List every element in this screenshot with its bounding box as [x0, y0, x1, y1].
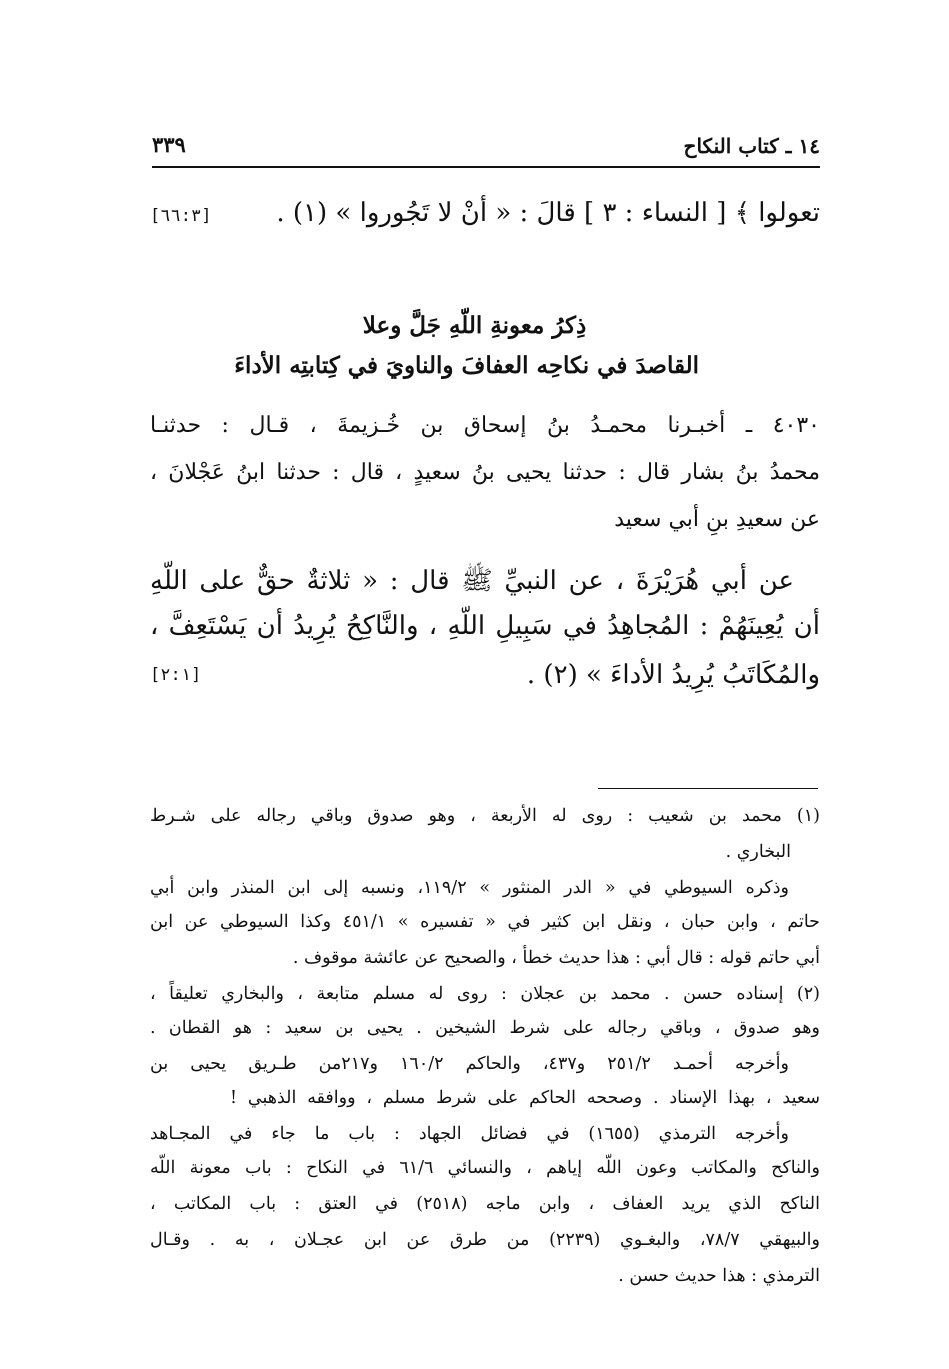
chapter-heading-line-2: القاصدَ في نكاحِه العفافَ والناويَ في كِتابتِه الأداءَ	[234, 352, 699, 379]
footnote-line: البخاري .	[725, 842, 791, 862]
chapter-heading-line-1: ذِكرُ معونةِ اللّهِ جَلَّ وعلا	[362, 312, 587, 339]
footnote-line: الترمذي : هذا حديث حسن .	[618, 1266, 820, 1286]
isnad-line-2: محمدُ بنُ بشار قال : حدثنا يحيى بنُ سعيدٍ ، قال : حدثنا ابنُ عَجْلانَ ،	[150, 460, 820, 485]
footnote-line: وأخرجه أحمـد ٢٥١/٢ و٤٣٧، والحاكم ١٦٠/٢ و٢١٧من طـريق يحيى بن	[150, 1054, 789, 1074]
chapter-title: ١٤ ـ كتاب النكاح	[683, 134, 820, 158]
footnote-line: (٢) إسناده حسن . محمد بن عجلان : روى له مسلم متابعة ، والبخاري تعليقاً ،	[150, 984, 820, 1004]
isnad-line-1: ٤٠٣٠ ـ أخبـرنا محمـدُ بنُ إسحاق بن خُـزيمةَ ، قـال : حدثنـا	[150, 413, 820, 438]
verse-continuation-line: تعولوا ﴾ [ النساء : ٣ ] قالَ : « أنْ لا تَجُوروا » (١) .	[276, 198, 820, 228]
footnote-line: والبيهقي ٧٨/٧، والبغـوي (٢٢٣٩) من طرق عن ابن عجـلان ، به . وقـال	[150, 1230, 820, 1250]
footnote-separator	[598, 788, 818, 789]
isnad-line-3: عن سعيدِ بنِ أبي سعيد	[614, 507, 820, 532]
page-number: ٣٣٩	[152, 132, 186, 157]
footnote-line: (١) محمد بن شعيب : روى له الأربعة ، وهو صدوق وباقي رجاله على شـرط	[150, 806, 820, 826]
footnote-line: والناكح والمكاتب وعون اللّه إياهم ، والنسائي ٦١/٦ في النكاح : باب معونة اللّه	[150, 1158, 820, 1178]
footnote-line: حاتم ، وابن حبان ، ونقل ابن كثير في « تفسيره » ٤٥١/١ وكذا السيوطي عن ابن	[150, 912, 820, 932]
top-reference: [٦٦:٣]	[150, 206, 212, 226]
footnote-line: سعيد ، بهذا الإسناد . وصححه الحاكم على شرط مسلم ، ووافقه الذهبي !	[230, 1088, 820, 1108]
footnote-line: أبي حاتم قوله : قال أبي : هذا حديث خطأ ، والصحيح عن عائشة موقوف .	[292, 948, 820, 968]
matn-line-1: عن أبي هُرَيْرَةَ ، عن النبيِّ ﷺ قال : « ثلاثةٌ حقٌّ على اللّهِ	[150, 566, 794, 596]
footnote-line: وذكره السيوطي في « الدر المنثور » ١١٩/٢، ونسبه إلى ابن المنذر وابن أبي	[150, 878, 790, 898]
running-header	[152, 132, 820, 168]
footnote-line: وهو صدوق ، وباقي رجاله على شرط الشيخين . يحيى بن سعيد : هو القطان .	[150, 1018, 820, 1038]
footnote-line: وأخرجه الترمذي (١٦٥٥) في فضائل الجهاد : باب ما جاء في المجـاهد	[150, 1124, 789, 1144]
matn-reference: [٢:١]	[150, 665, 202, 685]
matn-line-3: والمُكَاتَبُ يُرِيدُ الأداءَ » (٢) .	[526, 660, 820, 690]
footnote-line: الناكح الذي يريد العفاف ، وابن ماجه (٢٥١٨) في العتق : باب المكاتب ،	[150, 1194, 820, 1214]
matn-line-2: أن يُعِينَهُمْ : المُجاهِدُ في سَبِيلِ اللّهِ ، والنَّاكِحُ يُرِيدُ أن يَسْتَعِفَّ ،	[150, 611, 820, 641]
